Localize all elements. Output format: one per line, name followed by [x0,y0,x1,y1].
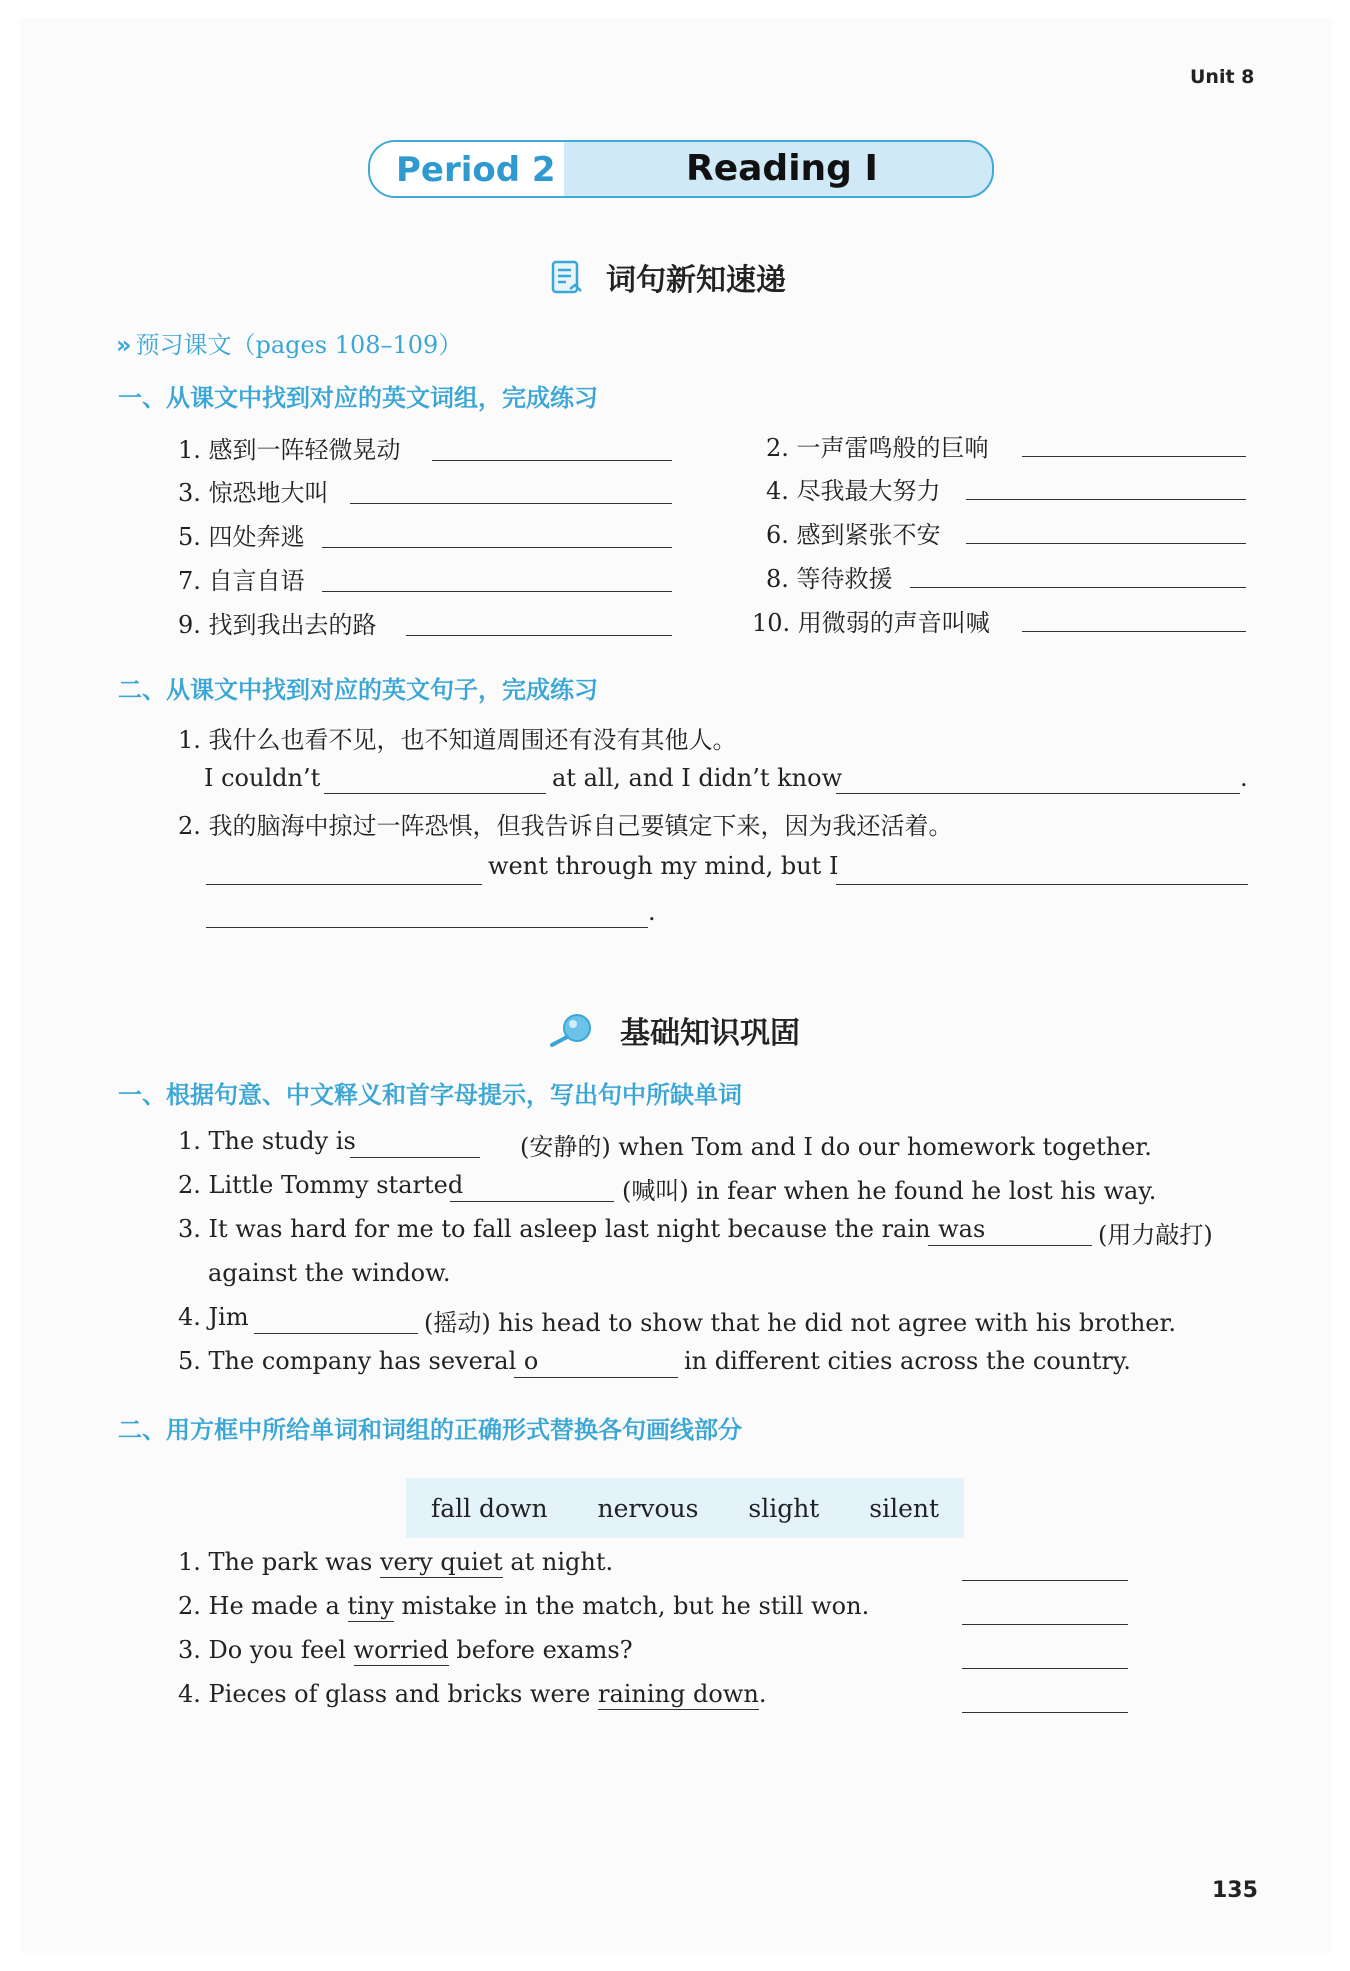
sentence-en: went through my mind, but I [488,852,839,880]
exercise-text: (摇动) his head to show that he did not agree with his brother. [424,1309,1176,1337]
underlined-phrase: raining down [597,1680,759,1708]
phrase-item: 9. 找到我出去的路 [178,611,377,639]
answer-blank[interactable] [254,1333,418,1334]
replace-sentence [178,1592,869,1620]
answer-blank[interactable] [962,1580,1128,1581]
exercise-text: (用力敲打) [1098,1221,1213,1249]
unit-label: Unit 8 [1190,66,1255,88]
sentence-end: . [1240,764,1248,792]
replace-sentence [178,1680,766,1708]
exercise-text: 3. It was hard for me to fall asleep last night because the rain was [178,1215,986,1243]
exercise-text: 4. Jim [178,1303,249,1331]
section-heading-text: 基础知识巩固 [620,1016,800,1051]
exercise-text: 1. The study is [178,1127,356,1155]
word-bank-item: nervous [597,1493,699,1523]
part2-heading: 二、用方框中所给单词和词组的正确形式替换各句画线部分 [118,1416,742,1444]
answer-blank[interactable] [322,547,672,548]
sentence-part: mistake in the match, but he still won. [393,1592,870,1620]
replace-sentence [178,1636,633,1664]
answer-blank[interactable] [928,1245,1092,1246]
notepad-icon [550,259,584,295]
word-bank-item: slight [748,1493,820,1523]
answer-blank[interactable] [450,1201,614,1202]
answer-blank[interactable] [910,587,1246,588]
sentence-part: . [758,1680,767,1708]
answer-blank[interactable] [322,591,672,592]
answer-blank[interactable] [406,635,672,636]
answer-blank[interactable] [962,1668,1128,1669]
answer-blank[interactable] [836,884,1248,885]
word-bank-item: fall down [430,1493,548,1523]
section-heading-basics [548,1008,800,1052]
underlined-phrase: tiny [347,1592,394,1620]
answer-blank[interactable] [206,884,482,885]
word-bank-item: silent [869,1493,940,1523]
answer-blank[interactable] [1022,456,1246,457]
sentence-end: . [648,898,656,926]
answer-blank[interactable] [206,927,648,928]
answer-blank[interactable] [1022,631,1246,632]
sentence-part: 1. The park was [178,1548,380,1576]
preview-text: 预习课文（pages 108–109） [135,331,463,359]
phrase-item: 2. 一声雷鸣般的巨响 [766,434,989,462]
section-heading-vocab [550,255,786,299]
answer-blank[interactable] [324,793,546,794]
answer-blank[interactable] [966,499,1246,500]
answer-blank[interactable] [966,543,1246,544]
section-heading-text: 词句新知速递 [606,263,786,298]
sentence-part: before exams? [448,1636,633,1664]
double-chevron-icon: » [116,331,132,359]
sentence-en: at all, and I didn’t know [552,764,843,792]
answer-blank[interactable] [350,1157,480,1158]
sentence-part: 3. Do you feel [178,1636,354,1664]
sentence-part: at night. [502,1548,614,1576]
answer-blank[interactable] [836,793,1240,794]
underlined-phrase: worried [353,1636,449,1664]
part2-heading: 二、从课文中找到对应的英文句子，完成练习 [118,676,598,704]
lesson-title-pill [368,140,994,198]
phrase-item: 4. 尽我最大努力 [766,477,941,505]
answer-blank[interactable] [962,1712,1128,1713]
answer-blank[interactable] [962,1624,1128,1625]
phrase-item: 1. 感到一阵轻微晃动 [178,436,401,464]
phrase-item: 5. 四处奔逃 [178,523,305,551]
exercise-text: (喊叫) in fear when he found he lost his way. [622,1177,1157,1205]
sentence-part: 2. He made a [178,1592,348,1620]
word-bank-box [406,1478,964,1538]
magnifier-icon [548,1012,598,1048]
phrase-item: 8. 等待救援 [766,565,893,593]
sentence-cn: 1. 我什么也看不见，也不知道周围还有没有其他人。 [178,726,737,754]
answer-blank[interactable] [432,460,672,461]
preview-note [116,325,462,360]
exercise-text: in different cities across the country. [684,1347,1131,1375]
part1-heading: 一、根据句意、中文释义和首字母提示，写出句中所缺单词 [118,1081,742,1109]
sentence-cn: 2. 我的脑海中掠过一阵恐惧，但我告诉自己要镇定下来，因为我还活着。 [178,812,953,840]
phrase-item: 7. 自言自语 [178,567,305,595]
period-label: Period 2 [396,150,556,190]
exercise-text: (安静的) when Tom and I do our homework together. [520,1133,1152,1161]
answer-blank[interactable] [514,1377,678,1378]
lesson-title: Reading I [686,148,878,189]
phrase-item: 3. 惊恐地大叫 [178,479,329,507]
phrase-item: 6. 感到紧张不安 [766,521,941,549]
exercise-text: 2. Little Tommy started [178,1171,464,1199]
page-number: 135 [1212,1878,1258,1903]
sentence-en: I couldn’t [204,764,321,792]
underlined-phrase: very quiet [379,1548,503,1576]
phrase-item: 10. 用微弱的声音叫喊 [752,609,990,637]
exercise-text: against the window. [208,1259,451,1287]
part1-heading: 一、从课文中找到对应的英文词组，完成练习 [118,384,598,412]
replace-sentence [178,1548,613,1576]
answer-blank[interactable] [350,503,672,504]
exercise-text: 5. The company has several o [178,1347,539,1375]
sentence-part: 4. Pieces of glass and bricks were [178,1680,598,1708]
